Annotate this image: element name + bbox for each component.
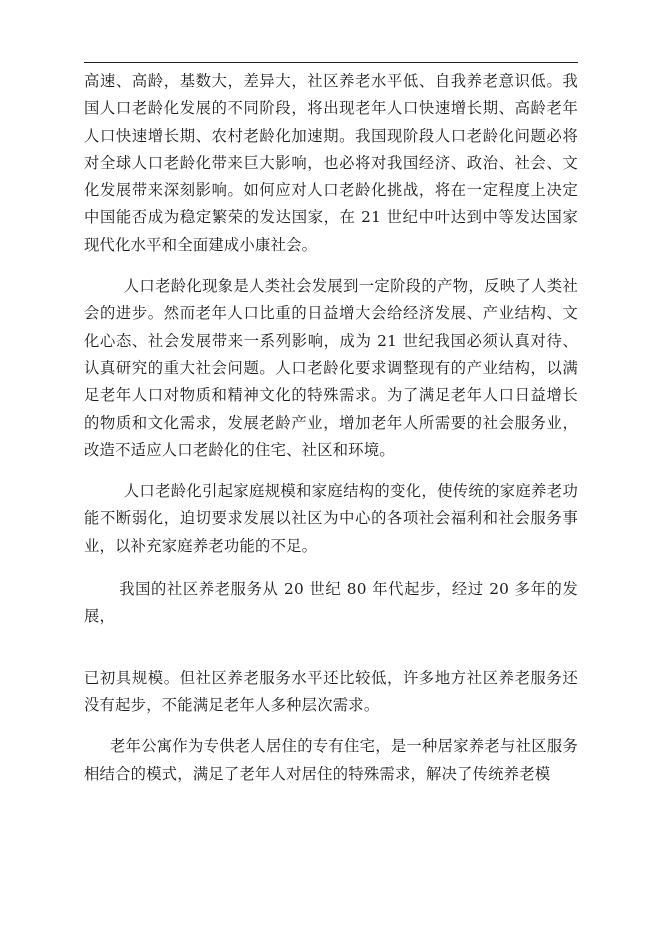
paragraph-6: 老年公寓作为专供老人居住的专有住宅，是一种居家养老与社区服务相结合的模式，满足了老年人对居住的特殊需求，解决了传统养老模 <box>84 737 578 783</box>
paragraph-5: 已初具规模。但社区养老服务水平还比较低，许多地方社区养老服务还没有起步，不能满足老年人多种层次需求。 <box>84 668 578 714</box>
paragraph-2: 人口老龄化现象是人类社会发展到一定阶段的产物，反映了人类社会的进步。然而老年人口比重的日益增大会给经济发展、产业结构、文化心态、社会发展带来一系列影响，成为 21 世纪我国必须认真对待、认真研究的重大社会问题。人口老龄化要求调整现有的产业结构，以满足老年人口对物质和精神文化的特殊需求。为了满足老年人口日益增长的物质和文化需求，发展老龄产业，增加老年人所需要的社会服务业，改造不适应人口老龄化的住宅、社区和环境。 <box>84 277 578 459</box>
body-text <box>84 68 578 788</box>
header-rule <box>84 62 578 63</box>
paragraph-4: 我国的社区养老服务从 20 世纪 80 年代起步，经过 20 多年的发展， <box>84 580 578 626</box>
paragraph-1: 高速、高龄，基数大，差异大，社区养老水平低、自我养老意识低。我国人口老龄化发展的不同阶段，将出现老年人口快速增长期、高龄老年人口快速增长期、农村老龄化加速期。我国现阶段人口老龄化问题必将对全球人口老龄化带来巨大影响，也必将对我国经济、政治、社会、文化发展带来深刻影响。如何应对人口老龄化挑战，将在一定程度上决定中国能否成为稳定繁荣的发达国家，在 21 世纪中叶达到中等发达国家现代化水平和全面建成小康社会。 <box>84 72 578 254</box>
paragraph-3: 人口老龄化引起家庭规模和家庭结构的变化，使传统的家庭养老功能不断弱化，迫切要求发展以社区为中心的各项社会福利和社会服务事业，以补充家庭养老功能的不足。 <box>84 482 578 555</box>
